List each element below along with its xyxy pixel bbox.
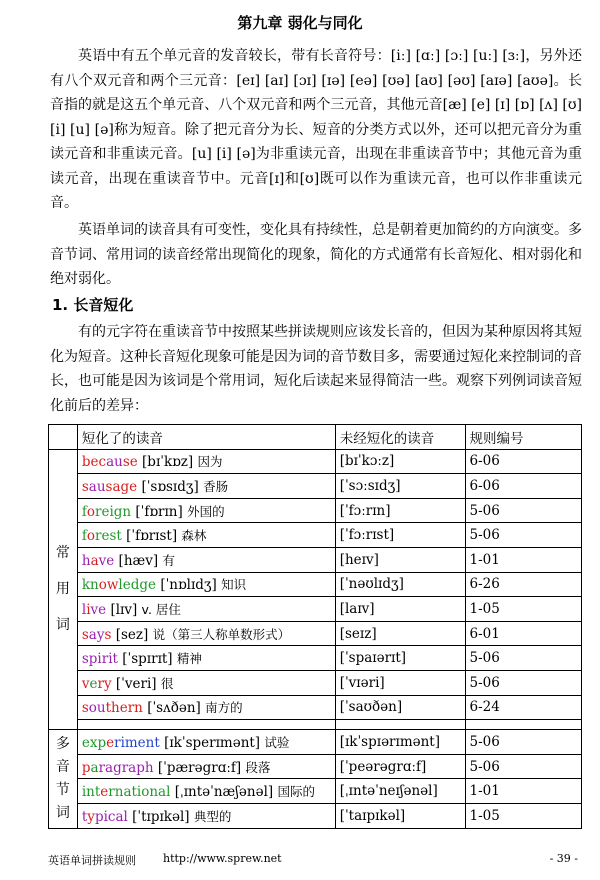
word-segment: s: [81, 626, 89, 643]
category-char: 用: [55, 581, 70, 598]
shortened-reading-cell: [77, 779, 335, 804]
original-ipa-cell: [ˈfɔːrɪn]: [335, 498, 465, 523]
rule-number-cell: 5-06: [465, 754, 582, 779]
shortened-reading-cell: [77, 646, 335, 671]
example-word: [82, 784, 171, 800]
shortened-reading-cell: [77, 498, 335, 523]
paragraph-vowel-length: 英语中有五个单元音的发音较长，带有长音符号：[iː] [ɑː] [ɔː] [uː] [ɜː]，另外还有八个双元音和两个三元音：[eɪ] [aɪ] [ɔɪ] [ɪə] [eə] [ʊə] [aʊ] [əʊ] [aɪə] [aʊə]。长音指的就是这五个单元音、八个双元音和两个三元音，其他元音[æ] [e] [ɪ] [ɒ] [ʌ] [ʊ] [i] [u] [ə]称为短音。除了把元音分为长、短音的分类方式以外，还可以把元音分为重读元音和非重读元音。[u] [i] [ə]为非重读元音，出现在非重读音节中；其他元音为重读元音，出现在重读音节中。元音[ɪ]和[ʊ]既可以作为重读元音，也可以作非重读元音。: [50, 48, 582, 211]
example-word: [82, 760, 154, 776]
rule-number-cell: 5-06: [465, 730, 582, 755]
rule-number-cell: 1-01: [465, 779, 582, 804]
rule-number-cell: 5-06: [465, 498, 582, 523]
table-row: [49, 670, 582, 695]
paragraph-long-vowel-shortening: 有的元字符在重读音节中按照某些拼读规则应该发长音的，但因为某种原因将其短化为短音。这种长音短化现象可能是因为词的音节数目多，需要通过短化来控制词的音长，也可能是因为该词是个常用词，短化后读起来显得简洁一些。观察下列例词读音短化前后的差异：: [50, 324, 582, 414]
chinese-gloss: 外国的: [187, 503, 225, 519]
shortened-ipa: [hæv]: [118, 552, 159, 569]
rule-number-cell: 5-06: [465, 523, 582, 548]
word-segment: o: [86, 528, 95, 545]
rule-number-cell: 6-06: [465, 449, 582, 474]
original-ipa-cell: [laɪv]: [335, 597, 465, 622]
category-common-words: [49, 449, 78, 730]
shortened-reading-cell: [77, 730, 335, 755]
word-segment: exp: [81, 734, 107, 751]
chinese-gloss: 典型的: [193, 808, 232, 824]
chinese-gloss: 南方的: [205, 700, 243, 716]
shortened-reading-cell: [77, 547, 335, 572]
example-word: [82, 553, 114, 569]
spacer-cell: [77, 720, 335, 730]
example-word: [82, 454, 138, 470]
spacer-cell: [465, 720, 582, 730]
original-ipa-cell: [ˈsɔːsɪdʒ]: [335, 474, 465, 499]
word-segment: f: [81, 528, 87, 545]
table-row: [49, 597, 582, 622]
chinese-gloss: v. 居住: [141, 601, 181, 617]
shortened-reading-cell: [77, 695, 335, 720]
rule-number-cell: 5-06: [465, 646, 582, 671]
word-segment: h: [81, 552, 91, 569]
word-segment: ay: [88, 626, 105, 643]
word-segment: ow: [98, 577, 119, 594]
rule-number-cell: 5-06: [465, 670, 582, 695]
chinese-gloss: 试验: [264, 734, 290, 750]
word-segment: bec: [81, 454, 107, 471]
word-segment: riment: [114, 734, 160, 751]
word-segment: s: [104, 626, 112, 643]
original-ipa-cell: [ˌɪntəˈneɪʃənəl]: [335, 779, 465, 804]
shortening-examples-table: [48, 424, 582, 829]
word-segment: reign: [95, 503, 132, 520]
chinese-gloss: 知识: [221, 577, 247, 593]
rule-number-cell: 1-05: [465, 597, 582, 622]
rule-number-cell: 6-06: [465, 474, 582, 499]
rule-number-cell: 6-01: [465, 621, 582, 646]
shortened-ipa: [ˈpærəgrɑːf]: [157, 759, 242, 776]
chinese-gloss: 香肠: [203, 478, 229, 494]
word-segment: y: [87, 808, 95, 825]
example-word: [82, 627, 112, 643]
word-segment: sage: [105, 478, 138, 495]
shortened-reading-cell: [77, 670, 335, 695]
spacer-cell: [335, 720, 465, 730]
word-segment: ledge: [118, 577, 157, 594]
table-row: [49, 523, 582, 548]
footer-page-number: - 39 -: [549, 852, 578, 865]
shortened-reading-cell: [77, 523, 335, 548]
word-segment: ve: [98, 552, 115, 569]
header-shortened: 短化了的读音: [77, 425, 335, 450]
shortened-ipa: [ˌɪntəˈnæʃənəl]: [174, 784, 274, 801]
table-row: [49, 803, 582, 828]
original-ipa-cell: [ˈnəʊlɪdʒ]: [335, 572, 465, 597]
table-spacer-row: [49, 720, 582, 730]
shortened-reading-cell: [77, 474, 335, 499]
paragraph-reading-variability: 英语单词的读音具有可变性，变化具有持续性，总是朝着更加简约的方向演变。多音节词、常用词的读音经常出现简化的现象，简化的方式通常有长音短化、相对弱化和绝对弱化。: [50, 222, 582, 287]
shortened-ipa: [ˈfɒrɪst]: [126, 528, 178, 545]
shortened-ipa: [ˈsʌðən]: [147, 700, 201, 717]
section-heading: 1. 长音短化: [52, 296, 134, 314]
word-segment: pical: [94, 808, 128, 825]
original-ipa-cell: [ˈpeərəgrɑːf]: [335, 754, 465, 779]
example-word: [82, 577, 156, 593]
word-segment: f: [81, 503, 87, 520]
original-ipa-cell: [heɪv]: [335, 547, 465, 572]
category-char: 词: [55, 617, 70, 634]
word-segment: i: [86, 601, 91, 618]
chinese-gloss: 有: [162, 552, 175, 568]
example-word: [82, 809, 128, 825]
example-word: [82, 700, 143, 716]
word-segment: e: [89, 675, 98, 692]
example-word: [82, 504, 131, 520]
shortened-ipa: [ˈtɪpɪkəl]: [132, 808, 190, 825]
table-row: [49, 498, 582, 523]
original-ipa-cell: [ɪkˈspɪərɪmənt]: [335, 730, 465, 755]
rule-number-cell: 6-24: [465, 695, 582, 720]
word-segment: au: [106, 454, 123, 471]
rule-number-cell: 1-05: [465, 803, 582, 828]
table-row: [49, 695, 582, 720]
shortened-ipa: [ˈveri]: [115, 675, 157, 692]
shortened-ipa: [ˈsɒsɪdʒ]: [141, 478, 199, 495]
table-row: [49, 646, 582, 671]
table-row: [49, 572, 582, 597]
word-segment: thern: [105, 700, 143, 717]
word-segment: rnational: [108, 784, 171, 801]
word-segment: o: [86, 503, 95, 520]
word-segment: v: [81, 675, 90, 692]
word-segment: p: [81, 759, 91, 776]
table-row: [49, 754, 582, 779]
example-word: [82, 479, 137, 495]
shortened-ipa: [ˈnɒlɪdʒ]: [160, 577, 217, 594]
chinese-gloss: 精神: [176, 651, 202, 667]
original-ipa-cell: [seɪz]: [335, 621, 465, 646]
shortened-reading-cell: [77, 449, 335, 474]
table-row: [49, 547, 582, 572]
original-ipa-cell: [ˈtaɪpɪkəl]: [335, 803, 465, 828]
shortened-ipa: [ˈfɒrɪn]: [135, 503, 183, 520]
word-segment: s: [81, 700, 89, 717]
table-row: [49, 779, 582, 804]
example-word: [82, 735, 160, 751]
table-row: [49, 730, 582, 755]
word-segment: s: [81, 478, 89, 495]
example-word: [82, 528, 122, 544]
word-segment: a: [90, 759, 99, 776]
original-ipa-cell: [ˈfɔːrɪst]: [335, 523, 465, 548]
category-polysyllabic-words: [49, 730, 78, 828]
word-segment: kn: [81, 577, 99, 594]
shortened-reading-cell: [77, 621, 335, 646]
chinese-gloss: 森林: [181, 528, 207, 544]
table-header-row: [49, 425, 582, 450]
shortened-reading-cell: [77, 597, 335, 622]
header-category-cell: [49, 425, 78, 450]
original-ipa-cell: [ˈsaʊðən]: [335, 695, 465, 720]
chinese-gloss: 国际的: [277, 784, 315, 800]
example-word: [82, 651, 118, 667]
shortened-reading-cell: [77, 803, 335, 828]
word-segment: ou: [88, 700, 106, 717]
category-char: 词: [55, 804, 70, 821]
chapter-title: 第九章 弱化与同化: [237, 14, 363, 32]
rule-number-cell: 6-26: [465, 572, 582, 597]
shortened-reading-cell: [77, 572, 335, 597]
header-original: 未经短化的读音: [335, 425, 465, 450]
shortened-ipa: [bɪˈkɒz]: [142, 454, 194, 471]
word-segment: l: [81, 601, 87, 618]
word-segment: e: [106, 734, 115, 751]
footer-book-title: 英语单词拼读规则: [48, 854, 136, 867]
category-char: 多: [55, 735, 70, 752]
chinese-gloss: 段落: [245, 759, 271, 775]
word-segment: a: [90, 552, 99, 569]
word-segment: spirit: [81, 651, 118, 668]
word-segment: int: [81, 784, 101, 801]
table-row: [49, 449, 582, 474]
category-char: 节: [55, 781, 70, 798]
shortened-ipa: [sez]: [115, 626, 149, 643]
shortened-ipa: [ˈspɪrɪt]: [122, 651, 173, 668]
word-segment: ve: [90, 601, 107, 618]
word-segment: se: [122, 454, 138, 471]
table-row: [49, 621, 582, 646]
header-rule-number: 规则编号: [465, 425, 582, 450]
table-row: [49, 474, 582, 499]
rule-number-cell: 1-01: [465, 547, 582, 572]
word-segment: ry: [97, 675, 112, 692]
word-segment: ragraph: [98, 759, 154, 776]
original-ipa-cell: [ˈvɪəri]: [335, 670, 465, 695]
word-segment: au: [88, 478, 106, 495]
chinese-gloss: 很: [160, 675, 174, 691]
chinese-gloss: 因为: [197, 454, 223, 470]
shortened-reading-cell: [77, 754, 335, 779]
chinese-gloss: 说（第三人称单数形式）: [152, 626, 291, 642]
example-word: [82, 676, 112, 692]
original-ipa-cell: [ˈspaɪərɪt]: [335, 646, 465, 671]
footer-website-link[interactable]: http://www.sprew.net: [163, 852, 282, 865]
word-segment: t: [81, 808, 88, 825]
word-segment: rest: [95, 528, 122, 545]
example-word: [82, 602, 106, 618]
category-char: 常: [55, 545, 70, 562]
category-char: 音: [55, 758, 70, 775]
original-ipa-cell: [bɪˈkɔːz]: [335, 449, 465, 474]
shortened-ipa: [ɪkˈsperɪmənt]: [164, 734, 261, 751]
word-segment: e: [100, 784, 109, 801]
shortened-ipa: [lɪv]: [110, 601, 138, 618]
